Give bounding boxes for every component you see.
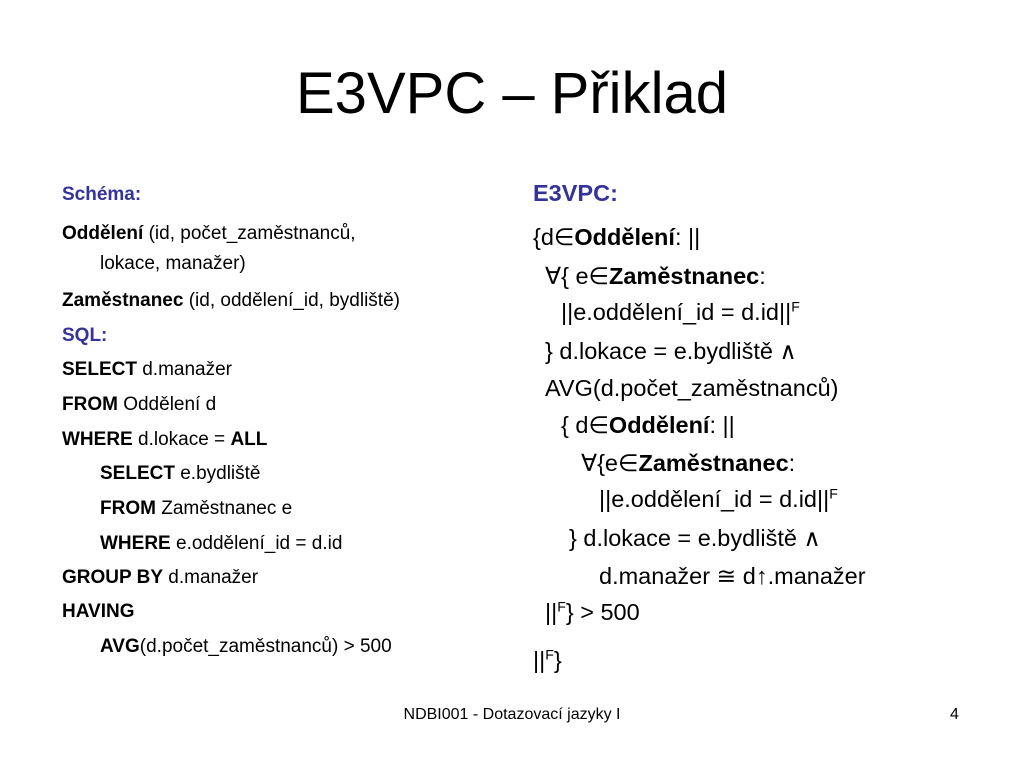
formula-line [533, 647, 562, 674]
sql-keyword: SELECT [100, 463, 175, 484]
sql-sub-where-line [100, 533, 342, 555]
sql-keyword: AVG [100, 636, 140, 657]
oddeleni-name: Oddělení [62, 223, 144, 244]
zamestnanec-attrs: (id, oddělení_id, bydliště) [183, 290, 400, 311]
formula-line [581, 449, 795, 477]
superscript: F [829, 485, 838, 502]
sql-heading: SQL: [62, 325, 108, 346]
zamestnanec-schema-line [62, 290, 400, 312]
formula-text: } > 500 [565, 599, 640, 625]
sql-text: d.manažer [136, 359, 232, 380]
formula-text: ∀{e∈ [581, 450, 639, 476]
sql-keyword: ALL [230, 429, 268, 450]
formula-text: : || [674, 224, 701, 250]
formula-line [545, 599, 640, 626]
relation-name: Zaměstnanec [609, 263, 760, 289]
schema-heading: Schéma: [62, 184, 142, 205]
formula-line [533, 223, 700, 251]
formula-line: d.manažer ≅ d↑.manažer [599, 563, 866, 589]
sql-keyword: FROM [100, 498, 156, 519]
formula-text: : || [709, 412, 735, 438]
sql-select-line [62, 359, 232, 381]
sql-group-line [62, 567, 258, 589]
formula-text: { d∈ [561, 412, 609, 438]
formula-text: || [533, 647, 546, 673]
formula-text: : [759, 263, 766, 289]
sql-text: Oddělení d [117, 394, 217, 415]
superscript: F [545, 646, 554, 663]
formula-line [545, 262, 766, 290]
oddeleni-attrs-cont: lokace, manažer) [100, 253, 246, 274]
formula-text: ∀{ e∈ [545, 263, 609, 289]
sql-keyword: FROM [62, 394, 118, 415]
sql-sub-select-line [100, 463, 261, 485]
formula-text: ||e.oddělení_id = d.id|| [561, 299, 792, 325]
formula-line [561, 299, 800, 326]
sql-text: (d.počet_zaměstnanců) > 500 [139, 636, 392, 657]
sql-keyword: WHERE [62, 429, 133, 450]
sql-text: d.manažer [163, 567, 259, 588]
sql-text: Zaměstnanec e [155, 498, 293, 519]
sql-text: e.oddělení_id = d.id [170, 533, 343, 554]
slide-footer: NDBI001 - Dotazovací jazyky I [403, 706, 621, 723]
formula-line: } d.lokace = e.bydliště ∧ [569, 525, 821, 551]
formula-text: : [788, 450, 796, 476]
sql-sub-from-line [100, 498, 292, 520]
formula-line [599, 486, 838, 513]
e3vpc-heading: E3VPC: [533, 180, 618, 206]
formula-text: ||e.oddělení_id = d.id|| [599, 486, 830, 512]
sql-from-line [62, 394, 216, 416]
oddeleni-attrs: (id, počet_zaměstnanců, [143, 223, 356, 244]
relation-name: Oddělení [608, 412, 710, 438]
sql-text: d.lokace = [132, 429, 231, 450]
zamestnanec-name: Zaměstnanec [62, 290, 184, 311]
formula-text: {d∈ [533, 224, 575, 250]
relation-name: Zaměstnanec [638, 450, 789, 476]
sql-where-line [62, 429, 267, 451]
sql-keyword: HAVING [62, 601, 135, 622]
sql-keyword: SELECT [62, 359, 137, 380]
sql-text: e.bydliště [174, 463, 261, 484]
formula-text: } [553, 647, 562, 673]
sql-avg-line [100, 636, 392, 658]
oddeleni-schema-line [62, 223, 356, 245]
relation-name: Oddělení [574, 224, 675, 250]
formula-line [561, 411, 735, 439]
page-number: 4 [950, 706, 959, 723]
superscript: F [557, 598, 566, 615]
superscript: F [791, 298, 800, 315]
formula-line: } d.lokace = e.bydliště ∧ [545, 338, 797, 364]
formula-line: AVG(d.počet_zaměstnanců) [545, 375, 839, 401]
sql-keyword: GROUP BY [62, 567, 164, 588]
sql-having-line [62, 601, 134, 623]
formula-text: || [545, 599, 558, 625]
sql-keyword: WHERE [100, 533, 171, 554]
slide-title: E3VPC – Přiklad [296, 61, 728, 126]
